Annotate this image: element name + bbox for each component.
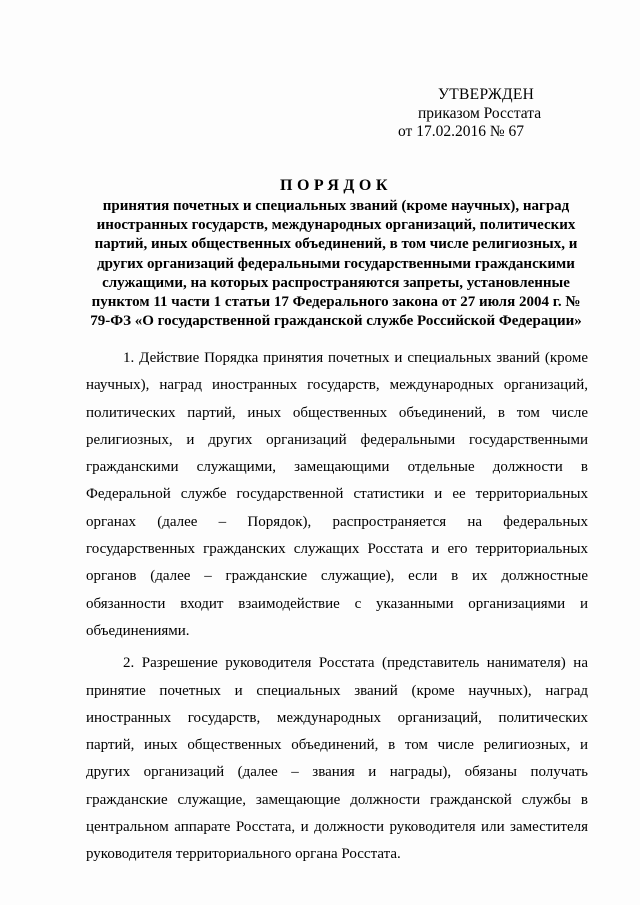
- approval-order-line: приказом Росстата: [418, 104, 542, 122]
- document-title: ПОРЯДОК: [280, 177, 392, 194]
- document-subtitle: принятия почетных и специальных званий (кроме научных), наград иностранных государств, международных организаций, политических партий, иных общественных объединений, в том числе религиозных, и других организаций федеральными государственными гражданскими служащими, на которых распространяются запреты, установленные пунктом 11 части 1 статьи 17 Федерального закона от 27 июля 2004 г. № 79-ФЗ «О государственной гражданской службе Российской Федерации»: [90, 198, 582, 330]
- paragraph-2: 2. Разрешение руководителя Росстата (представитель нанимателя) на принятие почетных и специальных званий (кроме научных), наград иностранных государств, международных организаций, политических партий, иных общественных объединений, в том числе религиозных, и других организаций (далее – звания и награды), обязаны получать гражданские служащие, замещающие должности гражданской службы в центральном аппарате Росстата, и должности руководителя или заместителя руководителя территориального органа Росстата.: [86, 655, 588, 863]
- paragraph-1: 1. Действие Порядка принятия почетных и специальных званий (кроме научных), наград иностранных государств, международных организаций, политических партий, иных общественных объединений, в том числе религиозных, и других организаций федеральными государственными гражданскими служащими, замещающими отдельные должности в Федеральной службе государственной статистики и ее территориальных органах (далее – Порядок), распространяется на федеральных государственных гражданских служащих Росстата и его территориальных органов (далее – гражданские служащие), если в их должностные обязанности входит взаимодействие с указанными организациями и объединениями.: [86, 350, 588, 639]
- approval-date-line: от 17.02.2016 № 67: [398, 123, 524, 140]
- approval-block: [398, 86, 598, 142]
- approval-title: УТВЕРЖДЕН: [438, 86, 535, 103]
- document-body: [86, 345, 588, 873]
- document-heading: [86, 176, 586, 331]
